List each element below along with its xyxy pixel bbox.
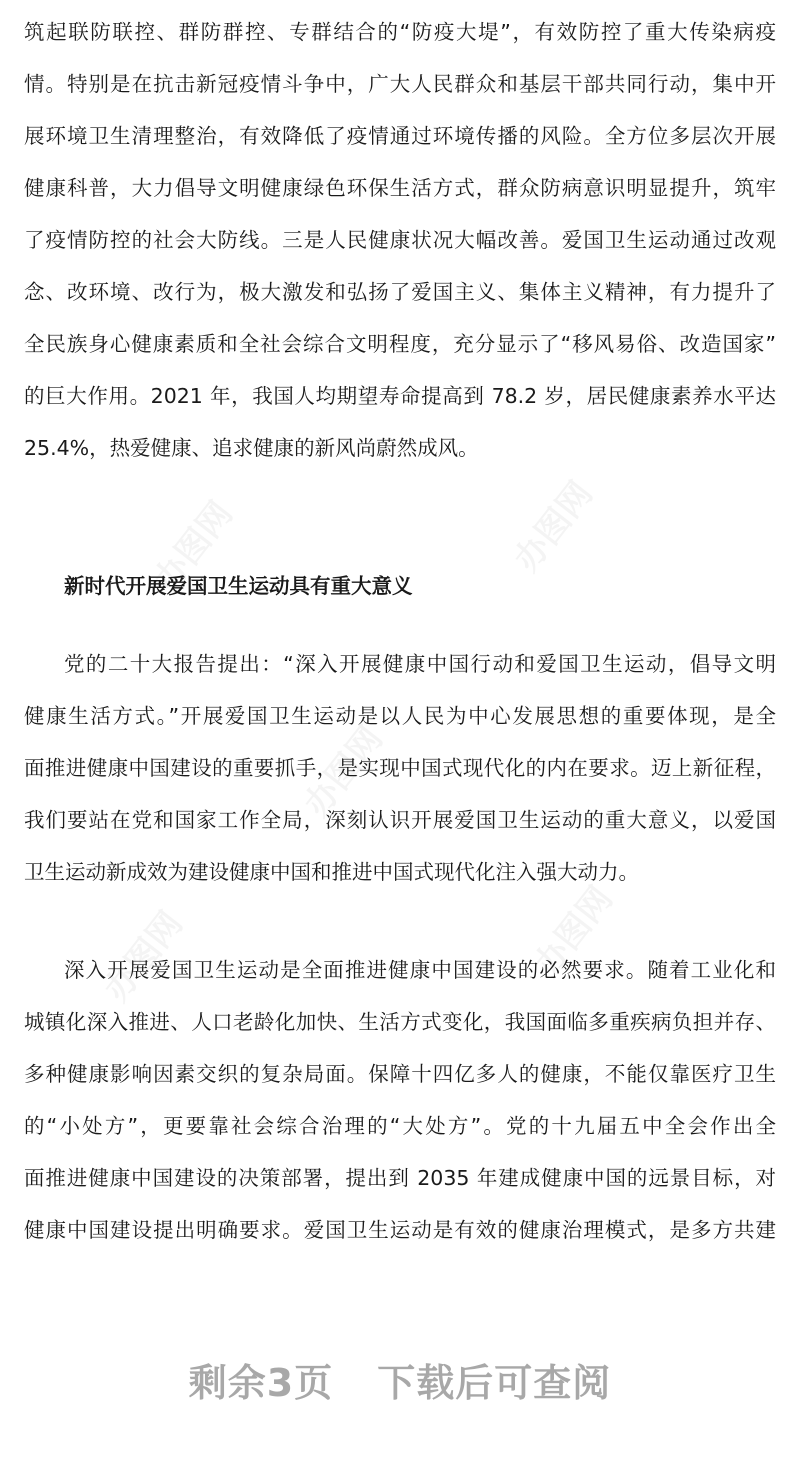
download-prompt-banner[interactable] xyxy=(0,1352,800,1407)
paragraph-line: 筑起联防联控、群防群控、专群结合的“防疫大堤”，有效防控了重大传染病疫 xyxy=(24,20,776,44)
download-to-view-label: 下载后可查阅 xyxy=(377,1361,612,1405)
paragraph-line: 健康生活方式。”开展爱国卫生运动是以人民为中心发展思想的重要体现，是全 xyxy=(24,704,776,728)
paragraph-2 xyxy=(24,638,776,898)
paragraph-line: 了疫情防控的社会大防线。三是人民健康状况大幅改善。爱国卫生运动通过改观 xyxy=(24,228,776,252)
paragraph-line: 卫生运动新成效为建设健康中国和推进中国式现代化注入强大动力。 xyxy=(24,860,639,884)
paragraph-line: 情。特别是在抗击新冠疫情斗争中，广大人民群众和基层干部共同行动，集中开 xyxy=(24,72,776,96)
paragraph-line: 健康科普，大力倡导文明健康绿色环保生活方式，群众防病意识明显提升，筑牢 xyxy=(24,176,776,200)
paragraph-line: 的“小处方”，更要靠社会综合治理的“大处方”。党的十九届五中全会作出全 xyxy=(24,1114,776,1138)
paragraph-line: 多种健康影响因素交织的复杂局面。保障十四亿多人的健康，不能仅靠医疗卫生 xyxy=(24,1062,776,1086)
paragraph-line: 党的二十大报告提出：“深入开展健康中国行动和爱国卫生运动，倡导文明 xyxy=(64,652,776,676)
section-heading: 新时代开展爱国卫生运动具有重大意义 xyxy=(64,574,413,598)
paragraph-3 xyxy=(24,944,776,1256)
paragraph-line: 25.4%，热爱健康、追求健康的新风尚蔚然成风。 xyxy=(24,436,479,460)
paragraph-line: 的巨大作用。2021 年，我国人均期望寿命提高到 78.2 岁，居民健康素养水平达 xyxy=(24,384,776,408)
paragraph-line: 我们要站在党和国家工作全局，深刻认识开展爱国卫生运动的重大意义，以爱国 xyxy=(24,808,776,832)
paragraph-line: 面推进健康中国建设的重要抓手，是实现中国式现代化的内在要求。迈上新征程， xyxy=(24,756,776,780)
paragraph-line: 深入开展爱国卫生运动是全面推进健康中国建设的必然要求。随着工业化和 xyxy=(64,958,776,982)
paragraph-line: 面推进健康中国建设的决策部署，提出到 2035 年建成健康中国的远景目标，对 xyxy=(24,1166,776,1190)
paragraph-line: 健康中国建设提出明确要求。爱国卫生运动是有效的健康治理模式，是多方共建 xyxy=(24,1218,776,1242)
paragraph-line: 念、改环境、改行为，极大激发和弘扬了爱国主义、集体主义精神，有力提升了 xyxy=(24,280,776,304)
watermark xyxy=(500,469,601,580)
paragraph-line: 全民族身心健康素质和全社会综合文明程度，充分显示了“移风易俗、改造国家” xyxy=(24,332,776,356)
paragraph-1 xyxy=(24,6,776,474)
remaining-pages-label: 剩余3页 xyxy=(188,1361,334,1405)
paragraph-line: 城镇化深入推进、人口老龄化加快、生活方式变化，我国面临多重疾病负担并存、 xyxy=(24,1010,776,1034)
paragraph-line: 展环境卫生清理整治，有效降低了疫情通过环境传播的风险。全方位多层次开展 xyxy=(24,124,776,148)
